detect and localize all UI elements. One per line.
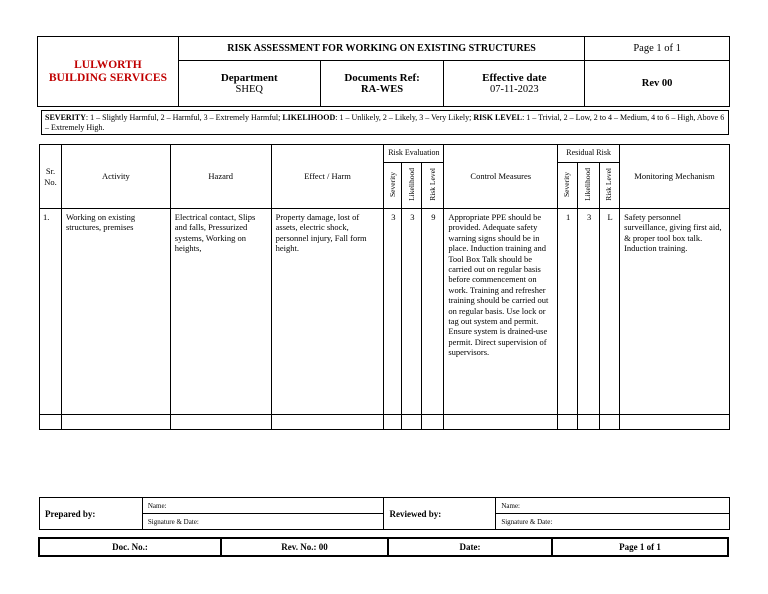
department-cell <box>178 61 320 107</box>
company-line-1: LULWORTH <box>74 58 142 71</box>
risk-level-legend-label: RISK LEVEL <box>473 113 523 122</box>
row-hazard: Electrical contact, Slips and falls, Pressurized systems, Working on heights, <box>170 209 271 415</box>
effective-date-value: 07-11-2023 <box>490 84 539 95</box>
risk-assessment-table <box>39 144 730 430</box>
col-header-likelihood: Likelihood <box>406 167 416 201</box>
reviewed-name-field[interactable]: Name: <box>496 498 730 514</box>
document-footer-bar <box>38 537 729 557</box>
docref-label: Documents Ref: <box>344 72 420 84</box>
col-header-risk-level: Risk Level <box>427 167 437 201</box>
row-residual-likelihood: 3 <box>578 209 600 415</box>
reviewed-signature-field[interactable]: Signature & Date: <box>496 514 730 530</box>
row-residual-severity: 1 <box>558 209 578 415</box>
footer-page: Page 1 of 1 <box>551 539 727 555</box>
risk-level-legend-text: : 1 – Trivial, 2 – Low, 2 to 4 – Medium, 4 to 6 – High, Above 6 – Extremely High. <box>45 113 725 132</box>
department-label: Department <box>220 72 278 84</box>
row-risk-level: 9 <box>422 209 444 415</box>
effective-date-cell <box>444 61 585 107</box>
severity-legend-text: : 1 – Slightly Harmful, 2 – Harmful, 3 – Extremely Harmful; <box>85 113 283 122</box>
signoff-table <box>39 497 730 530</box>
col-header-monitoring: Monitoring Mechanism <box>620 145 730 209</box>
col-header-control-measures: Control Measures <box>444 145 558 209</box>
company-line-2: BUILDING SERVICES <box>48 71 167 84</box>
reviewed-by-label: Reviewed by: <box>384 498 496 530</box>
col-header-risk-evaluation: Risk Evaluation <box>384 145 444 163</box>
col-header-sr-no: Sr. No. <box>40 145 62 209</box>
col-header-residual-risk-level: Risk Level <box>604 167 614 201</box>
table-row <box>40 209 730 415</box>
likelihood-legend-text: : 1 – Unlikely, 2 – Likely, 3 – Very Likely; <box>335 113 474 122</box>
header-page-number: Page 1 of 1 <box>585 37 730 61</box>
row-severity: 3 <box>384 209 402 415</box>
row-activity: Working on existing structures, premises <box>61 209 170 415</box>
company-name <box>38 37 179 107</box>
footer-rev-no: Rev. No.: 00 <box>220 539 387 555</box>
footer-date: Date: <box>387 539 551 555</box>
row-monitoring: Safety personnel surveillance, giving first aid, & proper tool box talk. Induction training. <box>620 209 730 415</box>
footer-doc-no: Doc. No.: <box>112 542 148 552</box>
prepared-signature-field[interactable]: Signature & Date: <box>142 514 384 530</box>
document-header <box>37 36 730 107</box>
document-title: RISK ASSESSMENT FOR WORKING ON EXISTING STRUCTURES <box>178 37 584 61</box>
row-likelihood: 3 <box>402 209 422 415</box>
risk-legend <box>41 110 729 135</box>
row-control-measures: Appropriate PPE should be provided. Adequate safety warning signs should be in place. Induction training and Tool Box Talk should be carried out on regular basis before commencement on work. Training and refresher training should be carried out on regular basis. Use lock or tag out system and permit. Ensure system is drained-use permit. Direct supervision of supervisors. <box>444 209 558 415</box>
col-header-effect: Effect / Harm <box>271 145 384 209</box>
revision: Rev 00 <box>585 61 730 107</box>
col-header-residual-severity: Severity <box>562 171 572 197</box>
empty-table-row <box>40 415 730 430</box>
col-header-activity: Activity <box>61 145 170 209</box>
docref-cell <box>320 61 444 107</box>
row-sr-no: 1. <box>40 209 62 415</box>
severity-legend-label: SEVERITY <box>45 113 86 122</box>
prepared-name-field[interactable]: Name: <box>142 498 384 514</box>
col-header-hazard: Hazard <box>170 145 271 209</box>
col-header-residual-likelihood: Likelihood <box>583 167 593 201</box>
prepared-by-label: Prepared by: <box>40 498 143 530</box>
col-header-severity: Severity <box>387 171 397 197</box>
department-value: SHEQ <box>235 84 263 95</box>
row-residual-level: L <box>600 209 620 415</box>
likelihood-legend-label: LIKELIHOOD <box>282 113 336 122</box>
docref-value: RA-WES <box>361 84 404 95</box>
effective-date-label: Effective date <box>482 72 547 84</box>
row-effect: Property damage, lost of assets, electric shock, personnel injury, Fall form height. <box>271 209 384 415</box>
col-header-residual-risk: Residual Risk <box>558 145 620 163</box>
